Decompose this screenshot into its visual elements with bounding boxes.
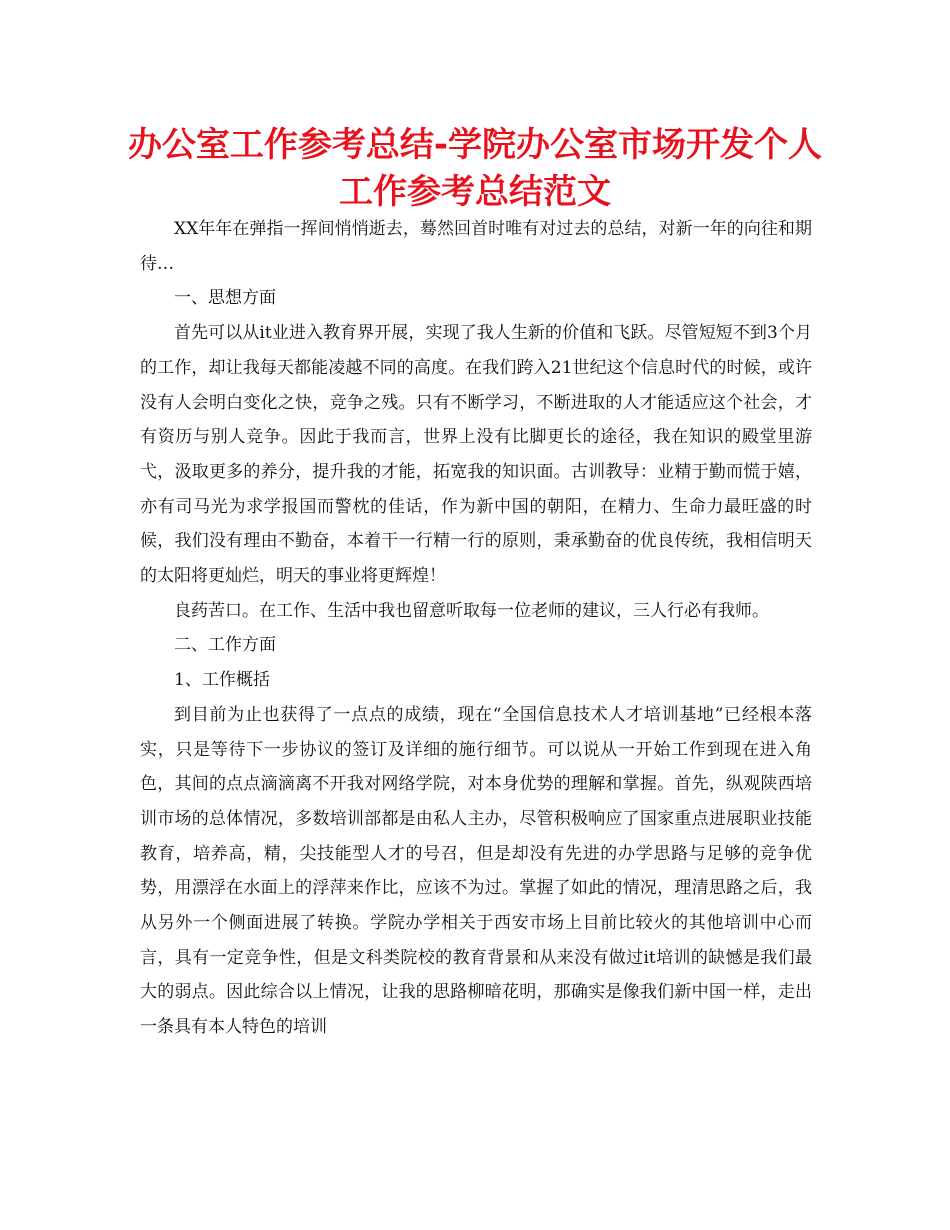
document-body [140,212,812,1045]
subheading-work-summary: 1、工作概括 [174,670,270,691]
document-title: 办公室工作参考总结-学院办公室市场开发个人工作参考总结范文 [127,125,823,212]
paragraph-intro: XX年年在弹指一挥间悄悄逝去，蓦然回首时唯有对过去的总结，对新一年的向往和期待… [140,219,812,274]
paragraph-thought: 首先可以从it业进入教育界开展，实现了我人生新的价值和飞跃。尽管短短不到3个月的工作，却让我每天都能凌越不同的高度。在我们跨入21世纪这个信息时代的时候，或许没有人会明白变化之快，竞争之残。只有不断学习，不断进取的人才能适应这个社会，才有资历与别人竞争。因此于我而言，世界上没有比脚更长的途径，我在知识的殿堂里游弋，汲取更多的养分，提升我的才能，拓宽我的知识面。古训教导：业精于勤而慌于嬉，亦有司马光为求学报国而警枕的佳话，作为新中国的朝阳，在精力、生命力最旺盛的时候，我们没有理由不勤奋，本着干一行精一行的原则，秉承勤奋的优良传统，我相信明天的太阳将更灿烂，明天的事业将更辉煌！ [140,323,812,587]
heading-thought: 一、思想方面 [174,288,276,309]
heading-work: 二、工作方面 [174,635,276,656]
paragraph-work-summary: 到目前为止也获得了一点点的成绩，现在“全国信息技术人才培训基地”已经根本落实，只是等待下一步协议的签订及详细的施行细节。可以说从一开始工作到现在进入角色，其间的点点滴滴离不开我对网络学院，对本身优势的理解和掌握。首先，纵观陕西培训市场的总体情况，多数培训部都是由私人主办，尽管积极响应了国家重点进展职业技能教育，培养高，精，尖技能型人才的号召，但是却没有先进的办学思路与足够的竞争优势，用漂浮在水面上的浮萍来作比，应该不为过。掌握了如此的情况，理清思路之后，我从另外一个侧面进展了转换。学院办学相关于西安市场上目前比较火的其他培训中心而言，具有一定竞争性，但是文科类院校的教育背景和从来没有做过it培训的缺憾是我们最大的弱点。因此综合以上情况，让我的思路柳暗花明，那确实是像我们新中国一样，走出一条具有本人特色的培训 [140,704,812,1038]
paragraph-advice: 良药苦口。在工作、生活中我也留意听取每一位老师的建议，三人行必有我师。 [174,600,769,621]
